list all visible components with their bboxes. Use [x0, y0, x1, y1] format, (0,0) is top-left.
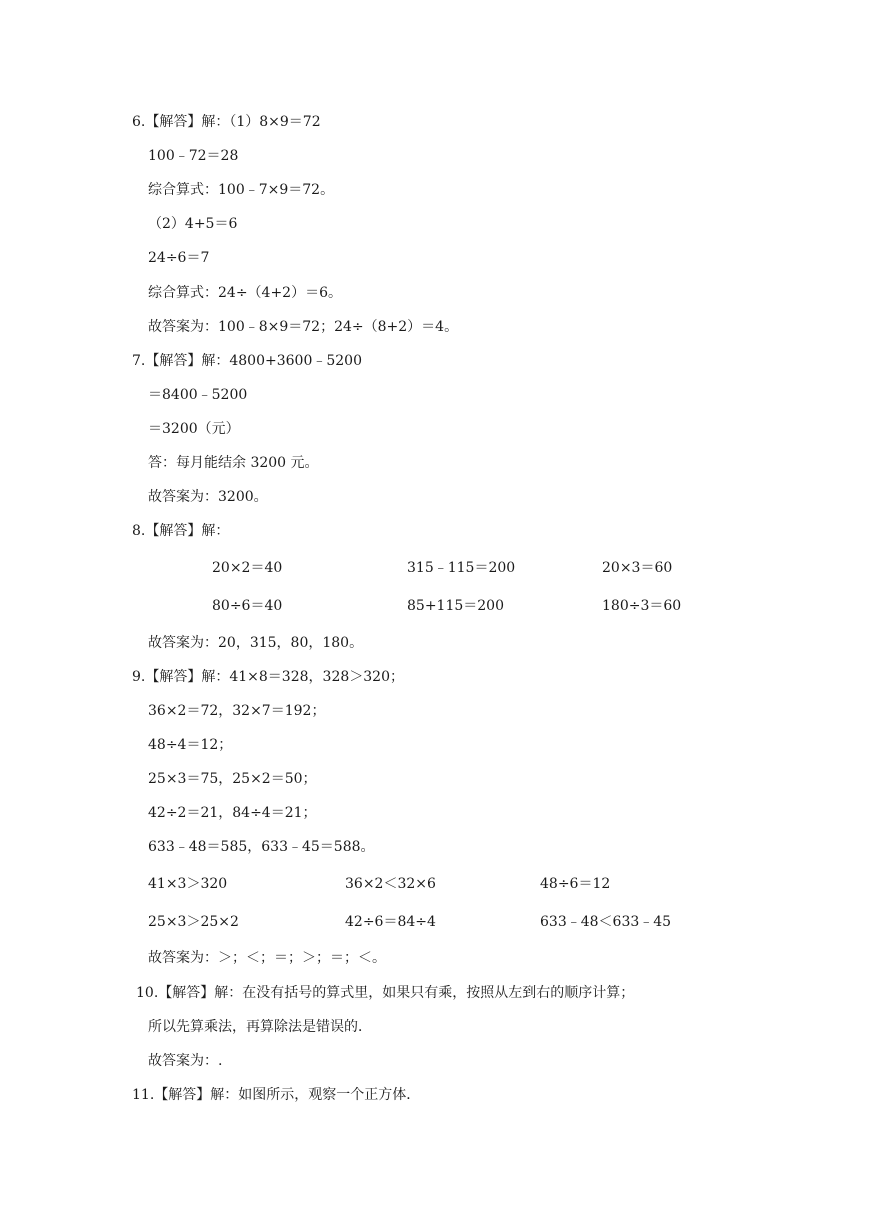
q9-cell-r1c1: 41×3＞320 [148, 876, 228, 892]
q9-line-1: 36×2＝72，32×7＝192； [148, 703, 326, 719]
q8-cell-r2c2: 85+115＝200 [407, 598, 504, 614]
q7-line-2: ＝3200（元） [148, 421, 240, 437]
q8-answer: 故答案为：20，315，80，180。 [148, 635, 364, 651]
q11-header: 11.【解答】解：如图所示，观察一个正方体． [132, 1087, 421, 1103]
q8-cell-r2c3: 180÷3＝60 [602, 598, 682, 614]
q9-line-2: 48÷4＝12； [148, 737, 233, 753]
q10-answer: 故答案为：. [148, 1053, 223, 1069]
q7-line-1: ＝8400﹣5200 [148, 387, 248, 403]
q9-line-3: 25×3＝75，25×2＝50； [148, 771, 317, 787]
q7-answer: 故答案为：3200。 [148, 489, 268, 505]
q9-cell-r2c3: 633﹣48＜633﹣45 [540, 914, 672, 930]
q8-cell-r2c1: 80÷6＝40 [212, 598, 283, 614]
q9-cell-r2c2: 42÷6＝84÷4 [345, 914, 436, 930]
q6-line-2: 综合算式：100﹣7×9＝72。 [148, 182, 335, 198]
q6-line-3: （2）4+5＝6 [148, 216, 238, 232]
q7-header: 7.【解答】解：4800+3600﹣5200 [132, 353, 362, 369]
q9-cell-r1c3: 48÷6＝12 [540, 876, 611, 892]
q6-answer: 故答案为：100﹣8×9＝72；24÷（8+2）＝4。 [148, 319, 459, 335]
q6-line-5: 综合算式：24÷（4+2）＝6。 [148, 285, 342, 301]
q8-cell-r1c3: 20×3＝60 [602, 560, 673, 576]
q6-line-1: 100﹣72＝28 [148, 148, 239, 164]
q9-header: 9.【解答】解：41×8＝328，328＞320； [132, 669, 404, 685]
q9-cell-r2c1: 25×3＞25×2 [148, 914, 239, 930]
q8-cell-r1c2: 315﹣115＝200 [407, 560, 516, 576]
q8-cell-r1c1: 20×2＝40 [212, 560, 283, 576]
q9-line-4: 42÷2＝21，84÷4＝21； [148, 805, 317, 821]
q6-header: 6.【解答】解：（1）8×9＝72 [132, 114, 321, 130]
q6-line-4: 24÷6＝7 [148, 250, 210, 266]
q9-answer: 故答案为：＞；＜；＝；＞；＝；＜。 [148, 950, 386, 966]
q9-cell-r1c2: 36×2＜32×6 [345, 876, 436, 892]
q10-header: 10.【解答】解：在没有括号的算式里，如果只有乘，按照从左到右的顺序计算； [136, 985, 635, 1001]
q10-line-1: 所以先算乘法，再算除法是错误的． [148, 1019, 372, 1035]
q8-header: 8.【解答】解： [132, 523, 230, 539]
q7-line-3: 答：每月能结余 3200 元。 [148, 455, 319, 471]
q9-line-5: 633﹣48＝585，633﹣45＝588。 [148, 839, 375, 855]
